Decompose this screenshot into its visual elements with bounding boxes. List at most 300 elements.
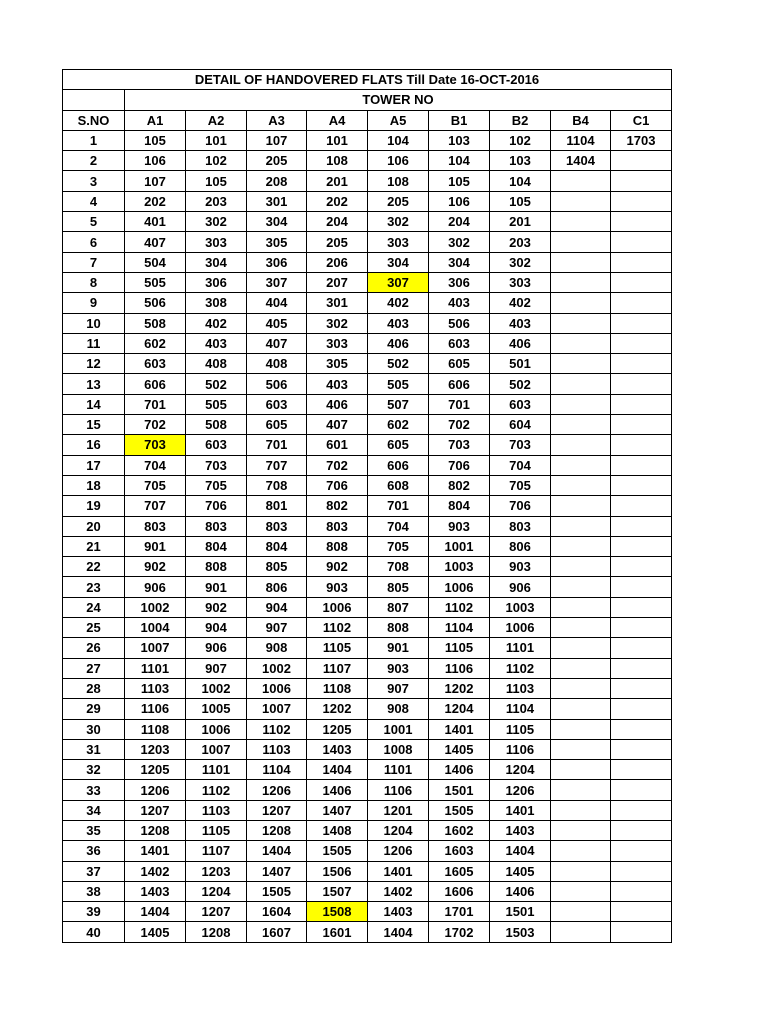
flat-cell: 1503 [490, 922, 551, 942]
flat-cell [611, 597, 672, 617]
flat-cell: 1507 [307, 881, 368, 901]
flat-cell: 1104 [247, 760, 307, 780]
flat-cell: 205 [247, 151, 307, 171]
flat-cell: 106 [125, 151, 186, 171]
flat-cell: 201 [307, 171, 368, 191]
flat-cell [611, 293, 672, 313]
flat-cell [611, 678, 672, 698]
flat-cell: 701 [125, 394, 186, 414]
flat-cell: 403 [429, 293, 490, 313]
flat-cell: 1203 [186, 861, 247, 881]
flat-cell: 1106 [368, 780, 429, 800]
flat-cell: 302 [429, 232, 490, 252]
flat-cell: 408 [247, 354, 307, 374]
flat-cell: 1108 [125, 719, 186, 739]
flat-cell: 108 [307, 151, 368, 171]
flat-cell: 1501 [429, 780, 490, 800]
flat-cell: 806 [247, 577, 307, 597]
flat-cell: 406 [368, 333, 429, 353]
flat-cell [611, 272, 672, 292]
flat-cell: 105 [125, 130, 186, 150]
flat-cell: 902 [125, 557, 186, 577]
flat-cell: 1105 [307, 638, 368, 658]
flat-cell: 1105 [429, 638, 490, 658]
flat-cell: 408 [186, 354, 247, 374]
flat-cell: 104 [429, 151, 490, 171]
table-row [63, 760, 672, 780]
flat-cell: 307 [247, 272, 307, 292]
flat-cell [611, 536, 672, 556]
table-row [63, 800, 672, 820]
serial-cell: 8 [63, 272, 125, 292]
flat-cell [551, 354, 611, 374]
serial-cell: 6 [63, 232, 125, 252]
flat-cell: 1205 [307, 719, 368, 739]
flat-cell: 1602 [429, 820, 490, 840]
serial-cell: 28 [63, 678, 125, 698]
flat-cell [611, 435, 672, 455]
flat-cell: 702 [429, 415, 490, 435]
flat-cell: 903 [490, 557, 551, 577]
table-row [63, 191, 672, 211]
flat-cell [551, 678, 611, 698]
flat-cell: 1101 [186, 760, 247, 780]
flat-cell: 1007 [186, 739, 247, 759]
serial-cell: 21 [63, 536, 125, 556]
flat-cell: 802 [429, 475, 490, 495]
flat-cell: 108 [368, 171, 429, 191]
flat-cell: 506 [125, 293, 186, 313]
flat-cell: 1106 [429, 658, 490, 678]
flat-cell: 1206 [490, 780, 551, 800]
flat-cell: 708 [368, 557, 429, 577]
flat-cell: 1207 [247, 800, 307, 820]
flat-cell: 605 [368, 435, 429, 455]
flat-cell: 705 [125, 475, 186, 495]
flat-cell: 702 [125, 415, 186, 435]
table-row [63, 658, 672, 678]
flat-cell: 301 [307, 293, 368, 313]
flat-cell [611, 699, 672, 719]
flat-cell: 1101 [368, 760, 429, 780]
flat-cell: 403 [490, 313, 551, 333]
handover-table [62, 69, 672, 943]
table-row [63, 902, 672, 922]
flat-cell: 1006 [186, 719, 247, 739]
table-row [63, 516, 672, 536]
flat-cell: 1408 [307, 820, 368, 840]
flat-cell: 1002 [125, 597, 186, 617]
flat-cell: 1407 [307, 800, 368, 820]
flat-cell: 806 [490, 536, 551, 556]
flat-cell [611, 618, 672, 638]
flat-cell [551, 496, 611, 516]
flat-cell: 901 [125, 536, 186, 556]
flat-cell: 202 [125, 191, 186, 211]
flat-cell: 606 [429, 374, 490, 394]
table-row [63, 354, 672, 374]
flat-cell [611, 780, 672, 800]
flat-cell: 107 [125, 171, 186, 191]
serial-cell: 36 [63, 841, 125, 861]
flat-cell [551, 861, 611, 881]
flat-cell: 1202 [307, 699, 368, 719]
flat-cell [551, 760, 611, 780]
flat-cell: 1403 [368, 902, 429, 922]
flat-cell [551, 638, 611, 658]
table-row [63, 171, 672, 191]
flat-cell: 1107 [186, 841, 247, 861]
sheet-title: DETAIL OF HANDOVERED FLATS Till Date 16-OCT-2016 [63, 70, 672, 90]
flat-cell: 902 [186, 597, 247, 617]
serial-cell: 23 [63, 577, 125, 597]
column-header: A1 [125, 110, 186, 130]
flat-cell: 1103 [125, 678, 186, 698]
flat-cell [551, 171, 611, 191]
flat-cell [551, 455, 611, 475]
serial-cell: 27 [63, 658, 125, 678]
flat-cell: 402 [490, 293, 551, 313]
serial-cell: 30 [63, 719, 125, 739]
flat-cell: 1102 [429, 597, 490, 617]
flat-cell: 1208 [125, 820, 186, 840]
flat-cell: 603 [125, 354, 186, 374]
table-row [63, 252, 672, 272]
flat-cell [551, 800, 611, 820]
flat-cell: 102 [490, 130, 551, 150]
flat-cell: 1401 [125, 841, 186, 861]
flat-cell: 305 [247, 232, 307, 252]
flat-cell: 103 [490, 151, 551, 171]
flat-cell: 304 [186, 252, 247, 272]
flat-cell: 1006 [307, 597, 368, 617]
flat-cell: 1406 [490, 881, 551, 901]
flat-cell: 803 [247, 516, 307, 536]
table-row [63, 272, 672, 292]
flat-cell: 1006 [490, 618, 551, 638]
flat-cell: 407 [125, 232, 186, 252]
flat-cell: 1403 [490, 820, 551, 840]
flat-cell: 1204 [186, 881, 247, 901]
flat-cell: 302 [186, 212, 247, 232]
table-row [63, 130, 672, 150]
serial-cell: 1 [63, 130, 125, 150]
flat-cell: 804 [429, 496, 490, 516]
flat-cell [611, 394, 672, 414]
flat-cell: 1404 [368, 922, 429, 942]
flat-cell: 1105 [490, 719, 551, 739]
flat-cell: 208 [247, 171, 307, 191]
flat-cell: 906 [490, 577, 551, 597]
flat-cell: 306 [247, 252, 307, 272]
serial-cell: 22 [63, 557, 125, 577]
flat-cell: 402 [186, 313, 247, 333]
flat-cell: 608 [368, 475, 429, 495]
flat-cell [551, 536, 611, 556]
flat-cell: 701 [247, 435, 307, 455]
flat-cell: 1605 [429, 861, 490, 881]
flat-cell: 501 [490, 354, 551, 374]
flat-cell: 1001 [429, 536, 490, 556]
flat-cell [551, 374, 611, 394]
table-row [63, 638, 672, 658]
serial-cell: 33 [63, 780, 125, 800]
flat-cell [611, 881, 672, 901]
flat-cell [611, 902, 672, 922]
flat-cell [611, 800, 672, 820]
flat-cell: 1405 [125, 922, 186, 942]
flat-cell [551, 902, 611, 922]
flat-cell: 1003 [490, 597, 551, 617]
flat-cell [611, 577, 672, 597]
serial-cell: 9 [63, 293, 125, 313]
serial-cell: 14 [63, 394, 125, 414]
flat-cell: 1204 [429, 699, 490, 719]
flat-cell: 1501 [490, 902, 551, 922]
flat-cell: 101 [186, 130, 247, 150]
flat-cell: 903 [368, 658, 429, 678]
table-row [63, 557, 672, 577]
serial-cell: 7 [63, 252, 125, 272]
flat-cell: 507 [368, 394, 429, 414]
flat-cell: 406 [307, 394, 368, 414]
serial-cell: 2 [63, 151, 125, 171]
flat-cell: 201 [490, 212, 551, 232]
flat-cell: 603 [429, 333, 490, 353]
flat-cell [611, 760, 672, 780]
flat-cell [551, 739, 611, 759]
table-row [63, 151, 672, 171]
flat-cell: 902 [307, 557, 368, 577]
flat-cell: 204 [429, 212, 490, 232]
flat-cell: 605 [247, 415, 307, 435]
flat-cell: 1102 [307, 618, 368, 638]
table-row [63, 212, 672, 232]
flat-cell: 1204 [368, 820, 429, 840]
flat-cell: 403 [186, 333, 247, 353]
flat-cell: 505 [125, 272, 186, 292]
flat-cell: 1008 [368, 739, 429, 759]
flat-cell: 1402 [368, 881, 429, 901]
flat-cell [611, 455, 672, 475]
flat-cell: 901 [186, 577, 247, 597]
column-header: A5 [368, 110, 429, 130]
flat-cell: 1506 [307, 861, 368, 881]
flat-cell: 306 [186, 272, 247, 292]
flat-cell [611, 516, 672, 536]
flat-cell: 106 [368, 151, 429, 171]
flat-cell: 704 [368, 516, 429, 536]
flat-cell: 705 [186, 475, 247, 495]
serial-cell: 37 [63, 861, 125, 881]
column-header: A3 [247, 110, 307, 130]
flat-cell: 504 [125, 252, 186, 272]
flat-cell: 1207 [186, 902, 247, 922]
flat-cell: 1405 [429, 739, 490, 759]
table-row [63, 678, 672, 698]
flat-cell: 706 [490, 496, 551, 516]
flat-cell: 303 [490, 272, 551, 292]
flat-cell [611, 719, 672, 739]
table-row [63, 881, 672, 901]
table-row [63, 820, 672, 840]
flat-cell: 908 [247, 638, 307, 658]
flat-cell: 405 [247, 313, 307, 333]
flat-cell: 1603 [429, 841, 490, 861]
flat-cell: 107 [247, 130, 307, 150]
flat-cell [611, 638, 672, 658]
table-row [63, 861, 672, 881]
flat-cell: 406 [490, 333, 551, 353]
serial-cell: 39 [63, 902, 125, 922]
flat-cell: 104 [368, 130, 429, 150]
flat-cell: 505 [368, 374, 429, 394]
column-header: B2 [490, 110, 551, 130]
flat-cell: 908 [368, 699, 429, 719]
flat-cell: 1002 [186, 678, 247, 698]
flat-cell: 402 [368, 293, 429, 313]
flat-cell: 502 [490, 374, 551, 394]
table-row [63, 536, 672, 556]
flat-cell: 805 [368, 577, 429, 597]
flat-cell [611, 333, 672, 353]
serial-cell: 24 [63, 597, 125, 617]
flat-cell: 102 [186, 151, 247, 171]
column-header: A2 [186, 110, 247, 130]
flat-cell: 803 [125, 516, 186, 536]
flat-cell: 808 [186, 557, 247, 577]
flat-cell: 703 [186, 455, 247, 475]
flat-cell: 1106 [490, 739, 551, 759]
flat-cell [551, 252, 611, 272]
flat-cell: 1508 [307, 902, 368, 922]
flat-cell [551, 475, 611, 495]
flat-cell: 1208 [247, 820, 307, 840]
table-row [63, 435, 672, 455]
flat-cell: 701 [429, 394, 490, 414]
flat-cell: 1404 [247, 841, 307, 861]
flat-cell: 404 [247, 293, 307, 313]
flat-cell: 1007 [247, 699, 307, 719]
flat-cell: 907 [186, 658, 247, 678]
flat-cell: 1404 [551, 151, 611, 171]
flat-cell [611, 820, 672, 840]
flat-cell: 1103 [186, 800, 247, 820]
flat-cell: 1607 [247, 922, 307, 942]
flat-cell: 1406 [429, 760, 490, 780]
flat-cell: 506 [429, 313, 490, 333]
flat-cell: 307 [368, 272, 429, 292]
flat-cell: 602 [368, 415, 429, 435]
flat-cell: 502 [368, 354, 429, 374]
flat-cell: 1206 [247, 780, 307, 800]
flat-cell: 303 [368, 232, 429, 252]
flat-cell: 1105 [186, 820, 247, 840]
flat-cell: 1104 [429, 618, 490, 638]
flat-cell: 702 [307, 455, 368, 475]
flat-cell: 1701 [429, 902, 490, 922]
flat-cell: 1006 [429, 577, 490, 597]
serial-cell: 29 [63, 699, 125, 719]
flat-cell: 907 [247, 618, 307, 638]
flat-cell: 502 [186, 374, 247, 394]
flat-cell: 1101 [490, 638, 551, 658]
flat-cell: 1505 [307, 841, 368, 861]
table-row [63, 699, 672, 719]
flat-cell: 1403 [307, 739, 368, 759]
flat-cell: 808 [307, 536, 368, 556]
flat-cell [611, 171, 672, 191]
flat-cell: 302 [307, 313, 368, 333]
flat-cell: 603 [247, 394, 307, 414]
flat-cell [611, 212, 672, 232]
flat-cell: 1007 [125, 638, 186, 658]
flat-cell [611, 151, 672, 171]
table-row [63, 780, 672, 800]
flat-cell [551, 191, 611, 211]
serial-cell: 31 [63, 739, 125, 759]
serial-cell: 18 [63, 475, 125, 495]
flat-cell: 706 [307, 475, 368, 495]
flat-cell: 203 [490, 232, 551, 252]
flat-cell [551, 394, 611, 414]
flat-cell: 203 [186, 191, 247, 211]
column-header: A4 [307, 110, 368, 130]
flat-cell: 906 [186, 638, 247, 658]
serial-cell: 11 [63, 333, 125, 353]
flat-cell: 1406 [307, 780, 368, 800]
flat-cell [551, 658, 611, 678]
column-header: C1 [611, 110, 672, 130]
flat-cell [611, 354, 672, 374]
flat-cell: 1002 [247, 658, 307, 678]
flat-cell [551, 881, 611, 901]
flat-cell: 305 [307, 354, 368, 374]
serial-cell: 20 [63, 516, 125, 536]
flat-cell: 407 [247, 333, 307, 353]
flat-cell: 1201 [368, 800, 429, 820]
flat-cell: 707 [125, 496, 186, 516]
flat-cell: 101 [307, 130, 368, 150]
table-row [63, 922, 672, 942]
flat-cell: 1104 [490, 699, 551, 719]
flat-cell: 708 [247, 475, 307, 495]
flat-cell: 903 [307, 577, 368, 597]
flat-cell: 207 [307, 272, 368, 292]
flat-cell: 105 [490, 191, 551, 211]
flat-cell: 603 [186, 435, 247, 455]
serial-cell: 16 [63, 435, 125, 455]
flat-cell: 508 [125, 313, 186, 333]
flat-cell: 1203 [125, 739, 186, 759]
table-row [63, 739, 672, 759]
flat-cell: 1402 [125, 861, 186, 881]
flat-cell: 303 [307, 333, 368, 353]
flat-cell [611, 496, 672, 516]
flat-cell: 508 [186, 415, 247, 435]
flat-cell: 701 [368, 496, 429, 516]
flat-cell: 904 [247, 597, 307, 617]
table-row [63, 475, 672, 495]
flat-cell [551, 719, 611, 739]
table-row [63, 841, 672, 861]
flat-cell: 801 [247, 496, 307, 516]
flat-cell: 603 [490, 394, 551, 414]
flat-cell: 505 [186, 394, 247, 414]
flat-cell: 706 [186, 496, 247, 516]
flat-cell: 803 [186, 516, 247, 536]
tower-no-header: TOWER NO [125, 90, 672, 110]
